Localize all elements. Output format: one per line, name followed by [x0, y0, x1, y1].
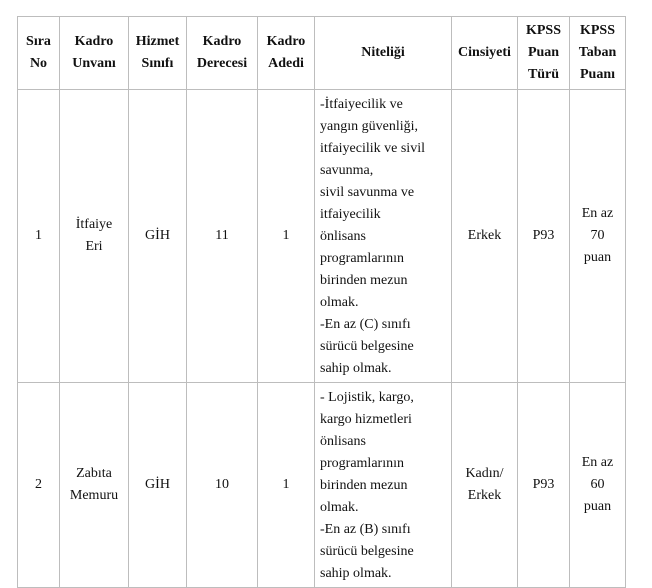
- header-sira-no: Sıra No: [18, 17, 60, 90]
- header-kadro-unvani: Kadro Unvanı: [60, 17, 129, 90]
- table-row: [18, 383, 626, 588]
- cell-kadro-unvani: İtfaiye Eri: [60, 90, 129, 383]
- cell-kadro-derecesi: 11: [187, 90, 258, 383]
- header-kadro-adedi: Kadro Adedi: [258, 17, 315, 90]
- cell-sira-no: 1: [18, 90, 60, 383]
- cell-sira-no: 2: [18, 383, 60, 588]
- cell-kadro-derecesi: 10: [187, 383, 258, 588]
- cell-hizmet-sinifi: GİH: [129, 383, 187, 588]
- header-niteligi: Niteliği: [315, 17, 452, 90]
- header-cinsiyeti: Cinsiyeti: [452, 17, 518, 90]
- cell-niteligi: -İtfaiyecilik ve yangın güvenliği, itfaiyecilik ve sivil savunma, sivil savunma ve itfaiyecilik önlisans programlarının birinden mezun olmak. -En az (C) sınıfı sürücü belgesine sahip olmak.: [315, 90, 452, 383]
- cell-hizmet-sinifi: GİH: [129, 90, 187, 383]
- header-row: [18, 17, 626, 90]
- header-kadro-derecesi: Kadro Derecesi: [187, 17, 258, 90]
- cell-kadro-adedi: 1: [258, 383, 315, 588]
- cell-cinsiyeti: Erkek: [452, 90, 518, 383]
- table-container: [17, 16, 626, 588]
- cell-kpss-puan-turu: P93: [518, 383, 570, 588]
- cell-kpss-taban-puani: En az 60 puan: [570, 383, 626, 588]
- header-kpss-puan-turu: KPSS Puan Türü: [518, 17, 570, 90]
- header-kpss-taban-puani: KPSS Taban Puanı: [570, 17, 626, 90]
- cell-cinsiyeti: Kadın/ Erkek: [452, 383, 518, 588]
- kadro-table: [17, 16, 626, 588]
- cell-kadro-adedi: 1: [258, 90, 315, 383]
- cell-kpss-puan-turu: P93: [518, 90, 570, 383]
- header-hizmet-sinifi: Hizmet Sınıfı: [129, 17, 187, 90]
- cell-kadro-unvani: Zabıta Memuru: [60, 383, 129, 588]
- cell-niteligi: - Lojistik, kargo, kargo hizmetleri önlisans programlarının birinden mezun olmak. -En az (B) sınıfı sürücü belgesine sahip olmak.: [315, 383, 452, 588]
- cell-kpss-taban-puani: En az 70 puan: [570, 90, 626, 383]
- table-row: [18, 90, 626, 383]
